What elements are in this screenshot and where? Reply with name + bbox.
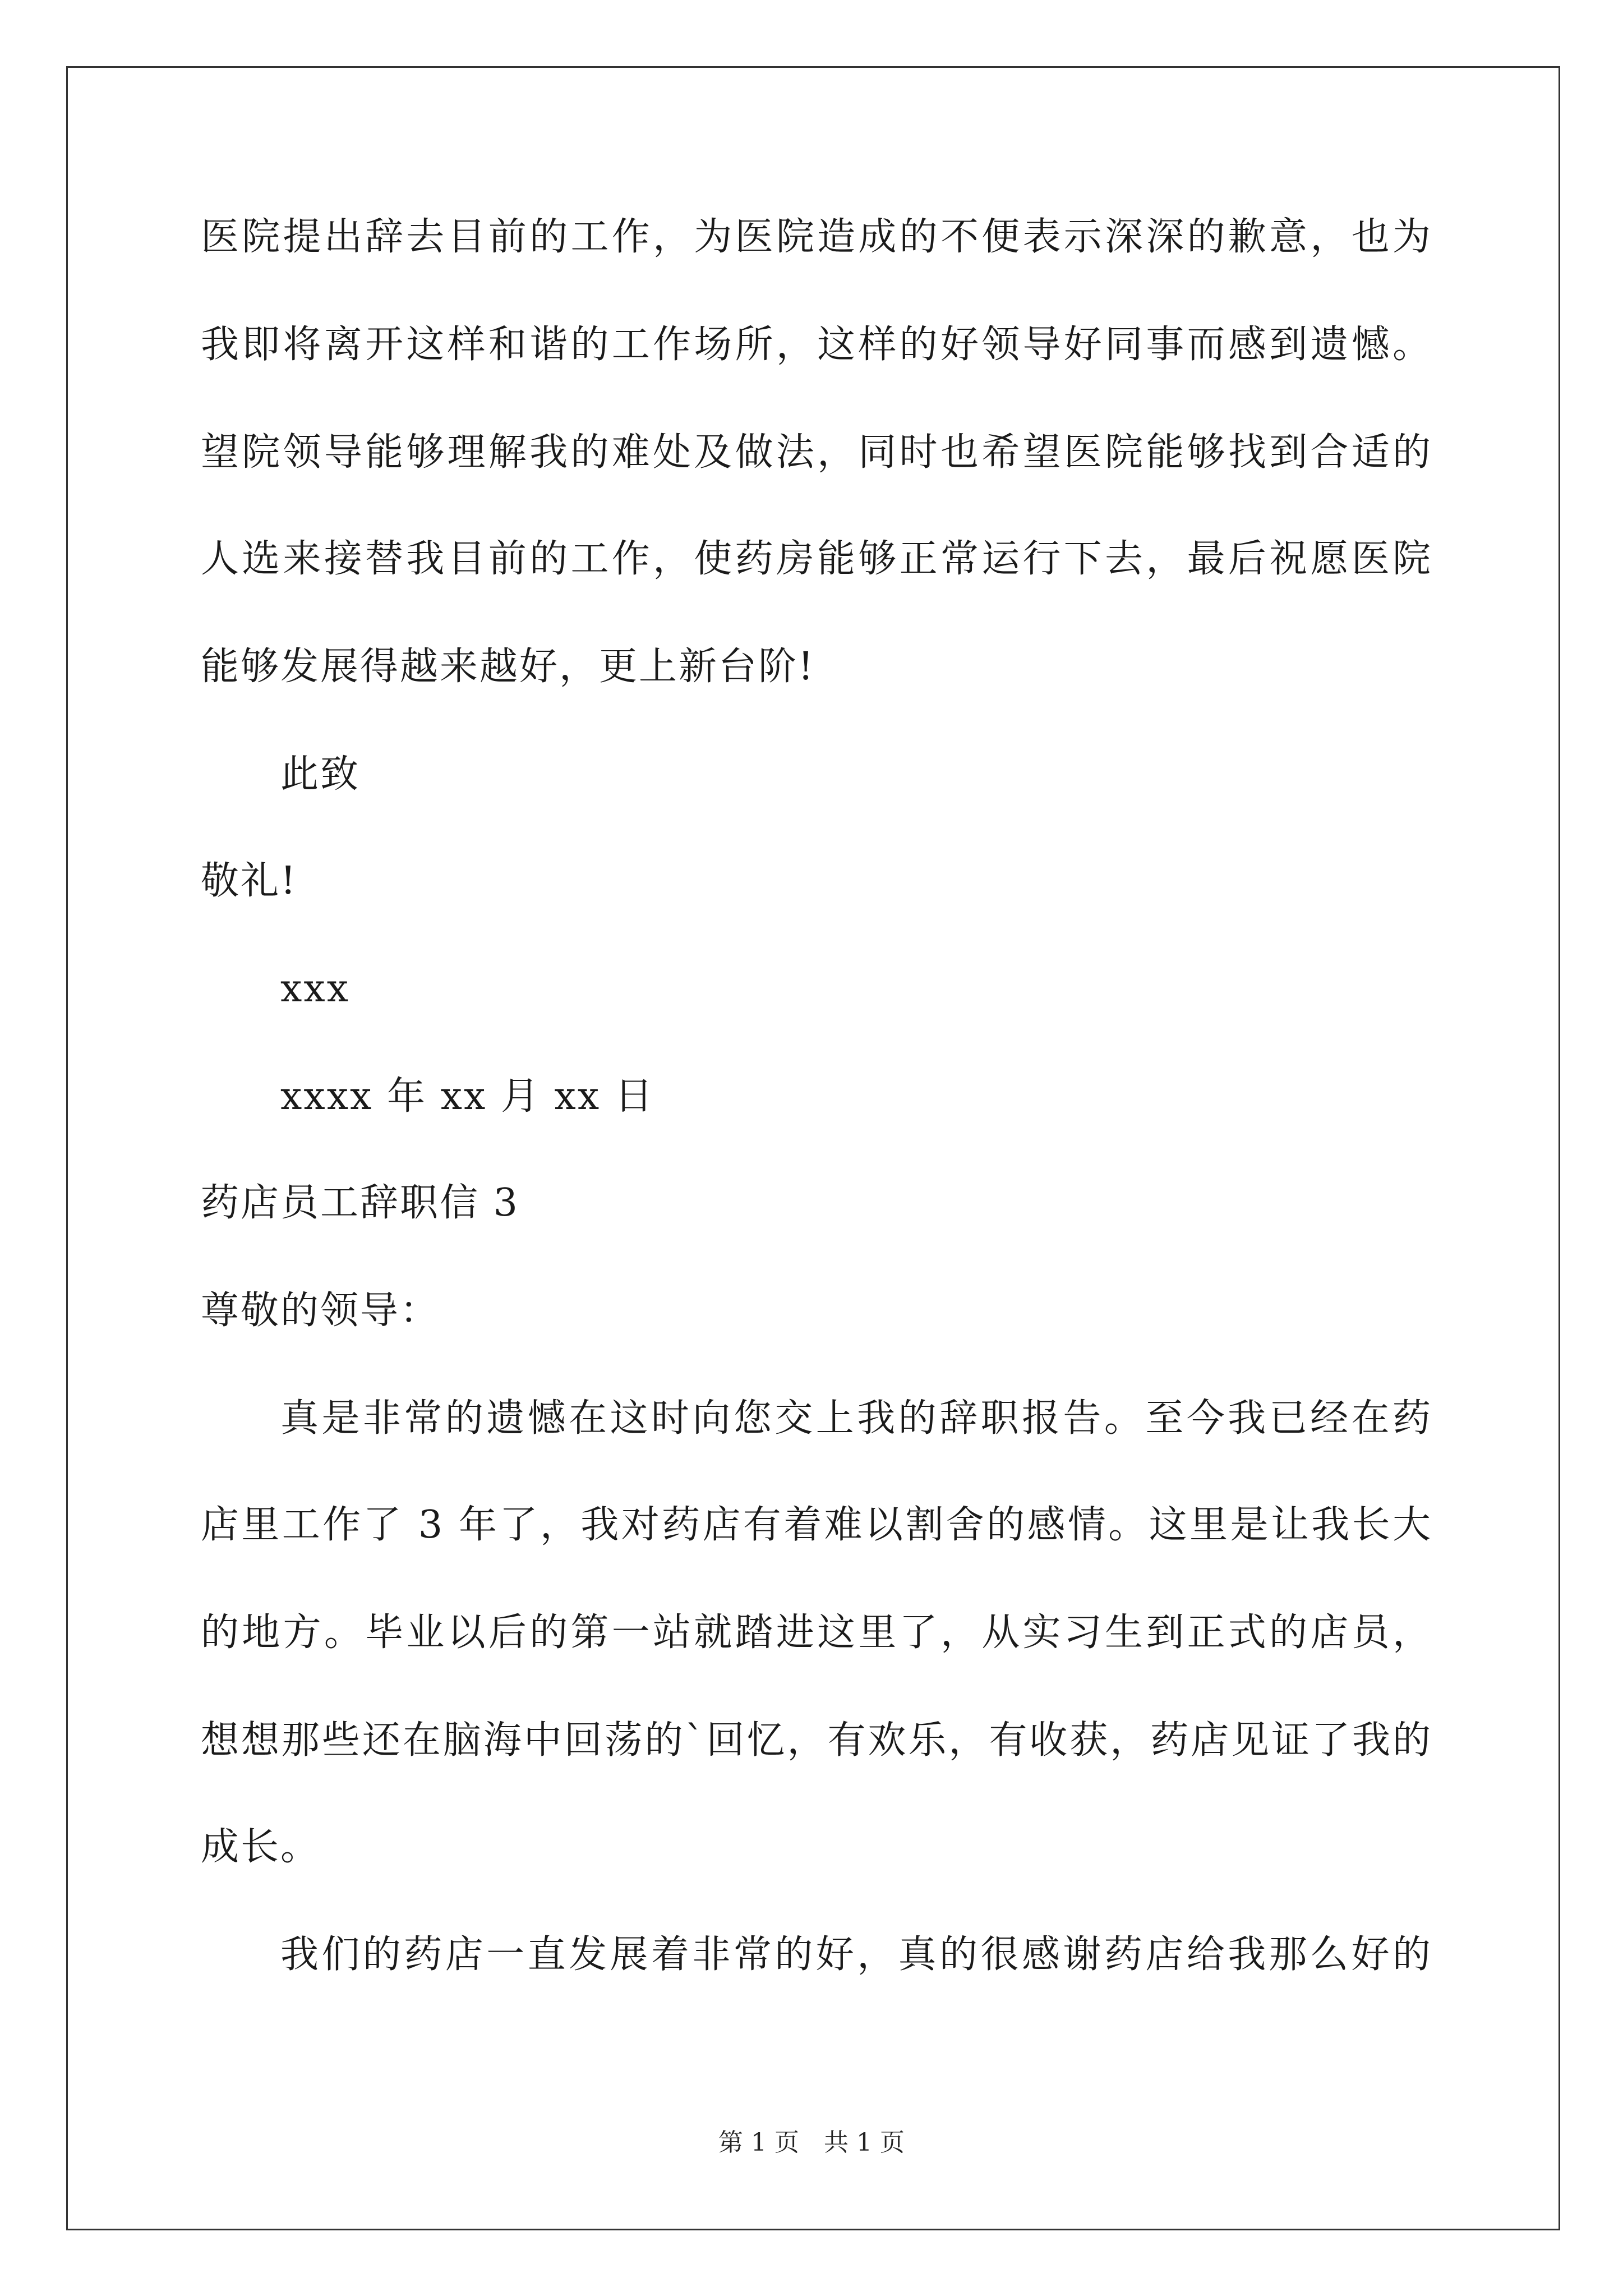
paragraph-line: 店里工作了 3 年了，我对药店有着难以割舍的感情。这里是让我长大 [201,1503,1432,1547]
paragraph-line: 的地方。毕业以后的第一站就踏进这里了，从实习生到正式的店员， [201,1611,1432,1655]
paragraph-line: 能够发展得越来越好，更上新台阶! [201,645,815,689]
paragraph-line: 成长。 [201,1825,321,1869]
page-footer [0,2126,1623,2160]
closing-salutation: 此致 [280,752,361,797]
paragraph-line: 我们的药店一直发展着非常的好，真的很感谢药店给我那么好的 [280,1932,1432,1977]
paragraph-line: 医院提出辞去目前的工作，为医院造成的不便表示深深的歉意，也为 [201,215,1432,259]
signature-date: xxxx 年 xx 月 xx 日 [280,1074,654,1119]
paragraph-line: 想想那些还在脑海中回荡的`回忆，有欢乐，有收获，药店见证了我的 [201,1718,1432,1763]
letter-greeting: 尊敬的领导： [201,1289,440,1333]
paragraph-line: 真是非常的遗憾在这时向您交上我的辞职报告。至今我已经在药 [280,1396,1432,1441]
signature-name: xxx [280,967,351,1011]
closing-regards: 敬礼! [201,859,298,903]
paragraph-line: 人选来接替我目前的工作，使药房能够正常运行下去，最后祝愿医院 [201,537,1432,581]
paragraph-line: 我即将离开这样和谐的工作场所，这样的好领导好同事而感到遗憾。 [201,323,1432,367]
section-title: 药店员工辞职信 3 [201,1181,519,1225]
page-border [66,66,1560,2230]
page-total: 共 1 页 [824,2128,905,2157]
paragraph-line: 望院领导能够理解我的难处及做法，同时也希望医院能够找到合适的 [201,430,1432,475]
page-number: 第 1 页 [718,2128,799,2157]
